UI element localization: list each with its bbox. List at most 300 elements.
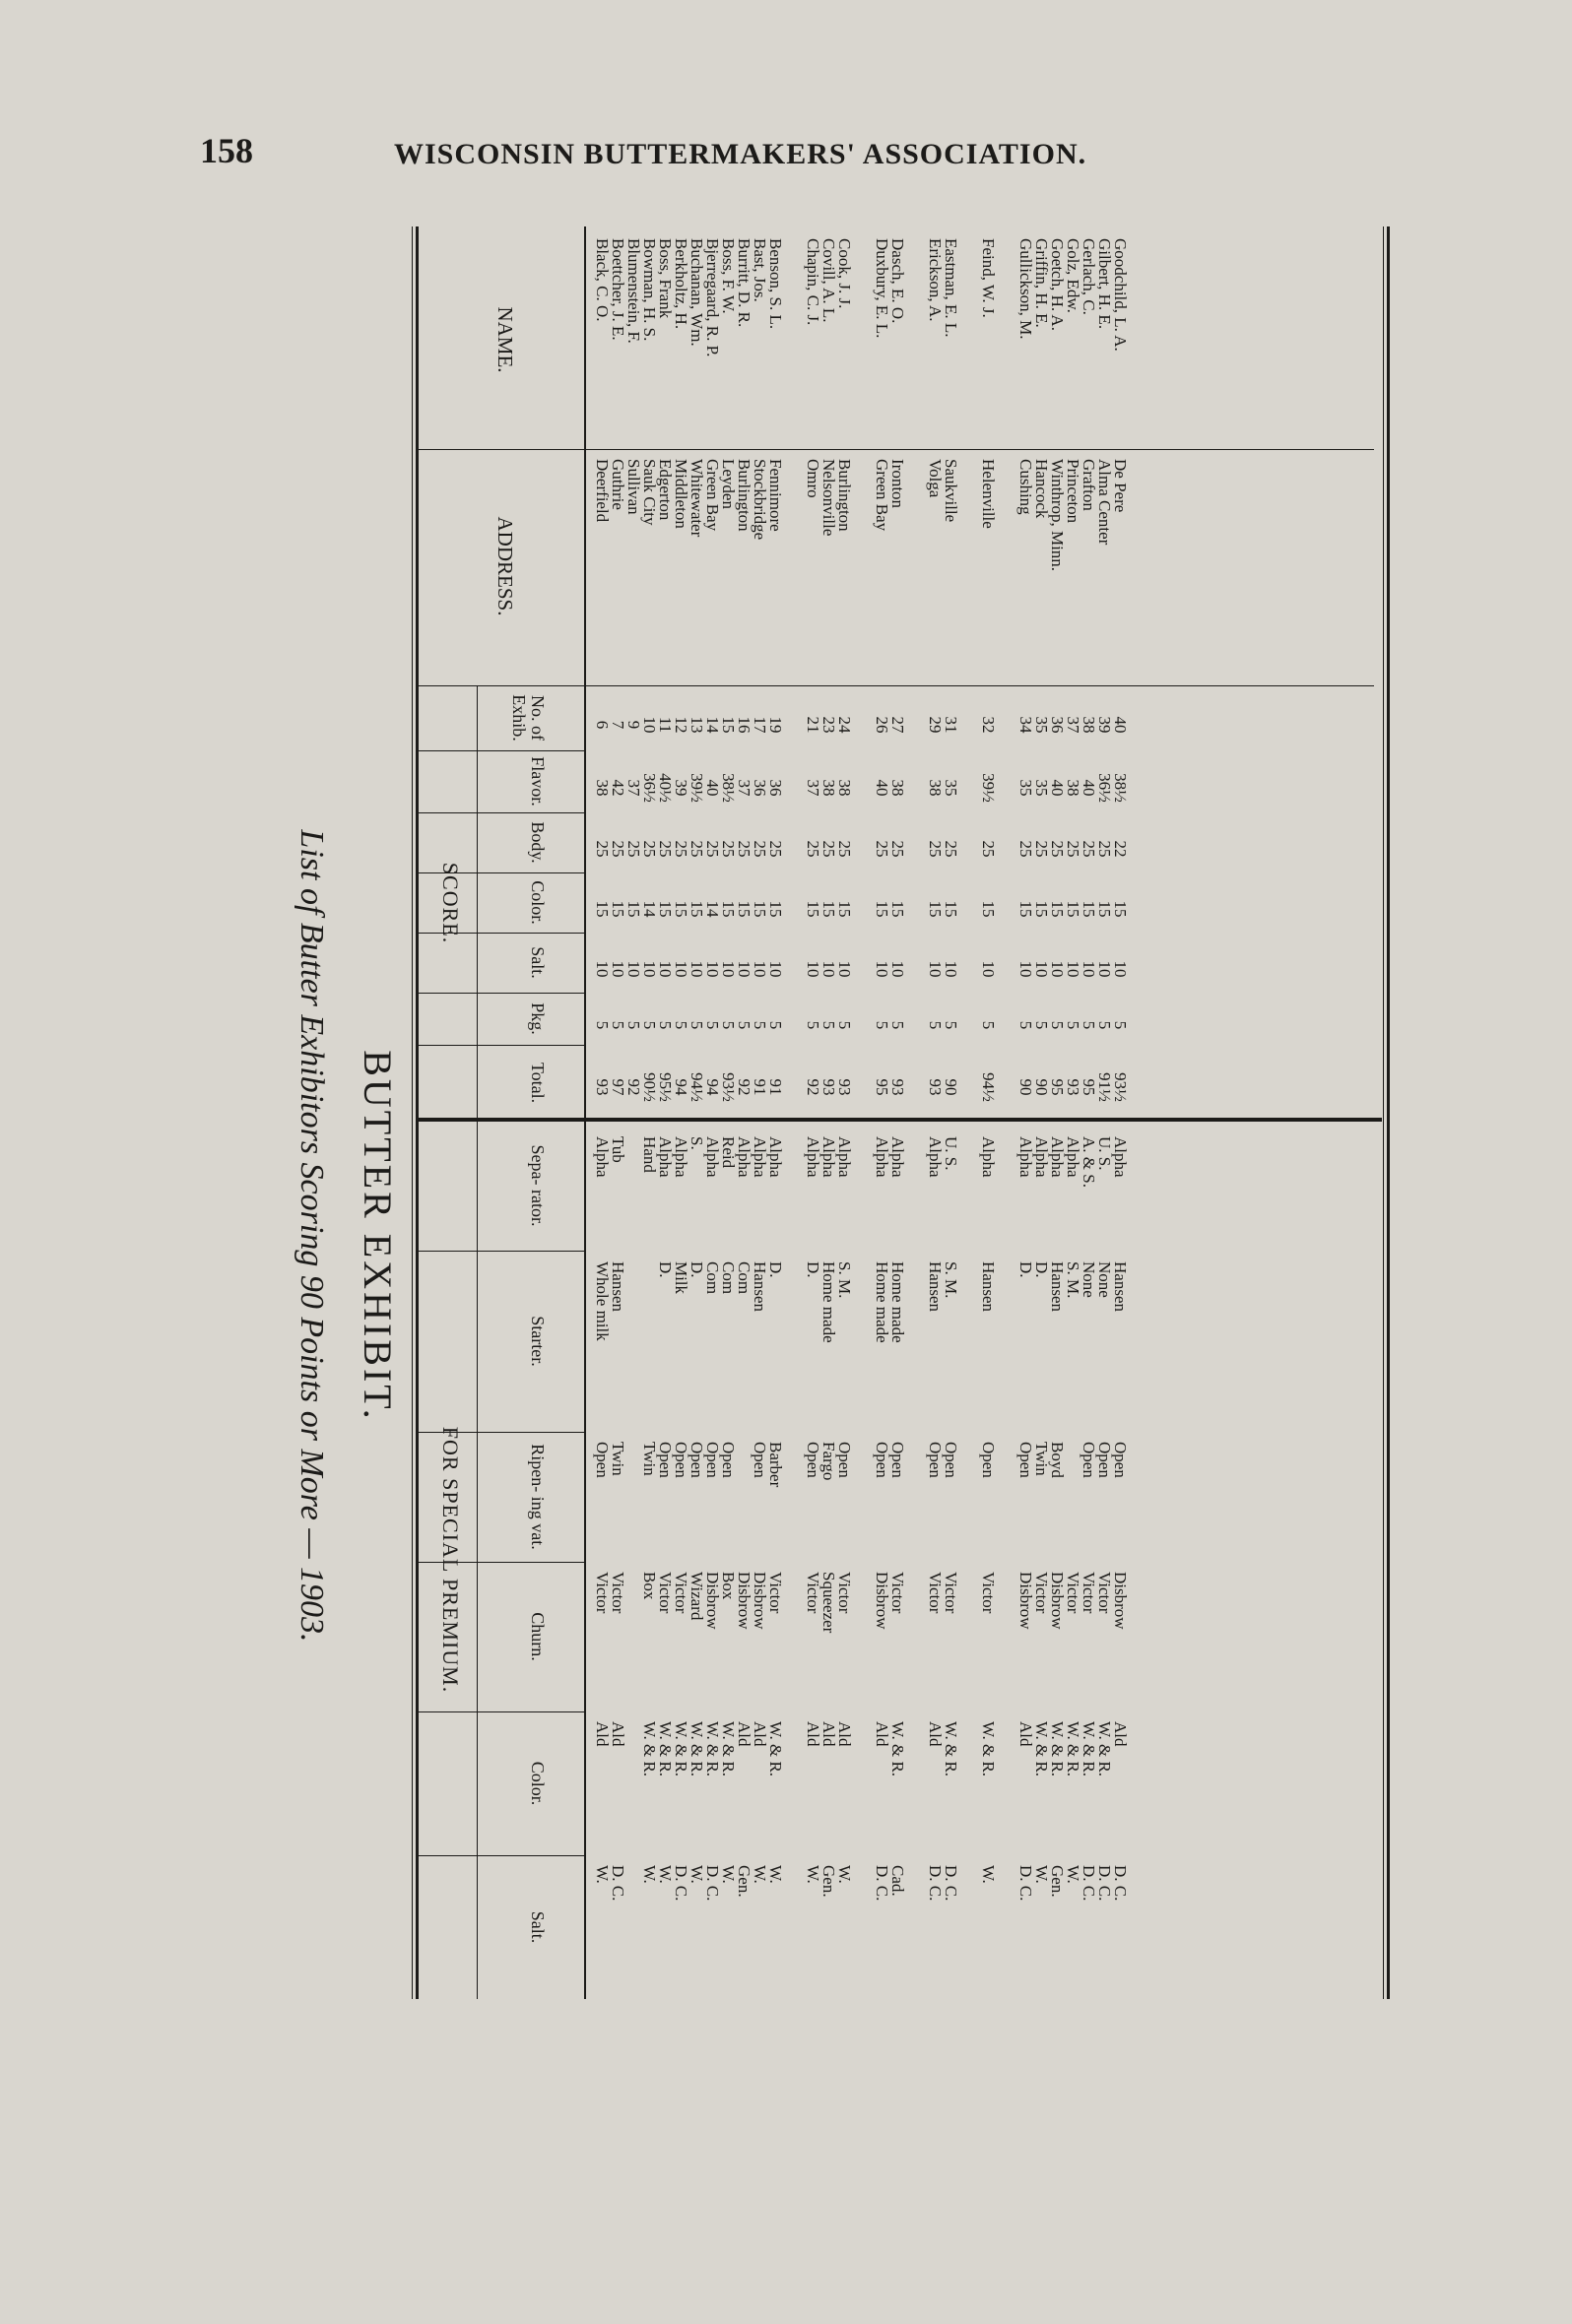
table-row [1081,232,1096,1995]
special-color-cell: W. & R. [942,1721,960,1777]
total-score-cell: 93½ [1111,1072,1130,1102]
salt-score-cell: 10 [640,960,659,978]
table-row [720,232,736,1995]
separator-cell: Alpha [751,1136,769,1178]
table-row [805,232,820,1995]
name-cell: Golz, Edw. [1064,238,1082,313]
total-score-cell: 90 [1016,1078,1035,1096]
no-column-header: No. of Exhib. [509,694,548,742]
special-salt-cell: W. [688,1865,706,1884]
color-score-cell: 15 [751,900,769,918]
color-score-cell: 15 [1080,900,1098,918]
table-row [704,232,720,1995]
salt-score-cell: 10 [751,960,769,978]
name-cell: Benson, S. L. [766,238,785,330]
flavor-score-cell: 40 [703,779,722,797]
salt-score-cell: 10 [942,960,960,978]
special-salt-cell: D. C. [873,1865,891,1902]
exhibit-number-cell: 15 [719,716,738,734]
special-color-cell: W. & R. [888,1721,907,1777]
ripening-vat-cell: Open [751,1442,769,1478]
table-row [673,232,688,1995]
body-score-cell: 25 [640,840,659,858]
pkg-score-cell: 5 [640,1020,659,1030]
pkg-column-header: Pkg. [528,1002,548,1035]
flavor-score-cell: 38 [835,779,854,797]
body-score-cell: 22 [1111,840,1130,858]
starter-cell: Home made [819,1261,838,1343]
exhibit-number-cell: 6 [593,720,612,730]
special-color-cell: Ald [751,1721,769,1747]
address-cell: Fennimore [766,459,785,532]
special-salt-cell: W. [656,1865,675,1884]
flavor-score-cell: 36 [766,779,785,797]
churn-cell: Victor [1064,1572,1082,1614]
special-color-cell: Ald [926,1721,945,1747]
total-score-cell: 92 [804,1078,822,1096]
ripening-vat-cell: Open [888,1442,907,1478]
special-salt-cell: W. [766,1865,785,1884]
table-row [1065,232,1081,1995]
special-salt-cell: Gen. [1048,1865,1067,1898]
total-score-cell: 94½ [979,1072,998,1102]
special-salt-cell: W. [593,1865,612,1884]
body-score-cell: 25 [609,840,627,858]
ripening-vat-cell: Fargo [819,1442,838,1481]
address-cell: Saukville [942,459,960,523]
color-score-cell: 15 [656,900,675,918]
starter-cell: Hansen [979,1261,998,1312]
name-cell: Berkholtz, H. [672,238,690,330]
address-cell: Deerfield [593,459,612,523]
color-score-cell: 15 [873,900,891,918]
churn-cell: Squeezer [819,1572,838,1634]
color-score-cell: 15 [1064,900,1082,918]
address-cell: Burlington [835,459,854,532]
total-score-cell: 91½ [1095,1072,1114,1102]
color-score-cell: 15 [624,900,643,918]
salt-score-cell: 10 [1048,960,1067,978]
churn-cell: Victor [835,1572,854,1614]
flavor-score-cell: 42 [609,779,627,797]
body-score-cell: 25 [719,840,738,858]
table-row [767,232,783,1995]
name-cell: Cook, J. J. [835,238,854,309]
color-score-cell: 14 [703,900,722,918]
table-row [688,232,704,1995]
special-color-cell: W. & R. [688,1721,706,1777]
separator-cell: Alpha [888,1136,907,1178]
address-cell: Burlington [735,459,753,532]
separator-cell: Reid [719,1136,738,1169]
color-score-cell: 15 [1016,900,1035,918]
score-section-rule [477,685,478,1121]
body-score-cell: 25 [873,840,891,858]
exhibit-number-cell: 29 [926,716,945,734]
special-color-cell: W. & R. [1064,1721,1082,1777]
salt-score-cell: 10 [1032,960,1051,978]
exhibit-number-cell: 10 [640,716,659,734]
color-score-cell: 15 [672,900,690,918]
score-section-header: SCORE. [438,862,463,944]
pkg-score-cell: 5 [751,1020,769,1030]
total-score-cell: 94 [703,1078,722,1096]
churn-cell: Victor [804,1572,822,1614]
page-header [0,130,1572,189]
body-score-cell: 25 [1095,840,1114,858]
address-cell: Edgerton [656,459,675,521]
table-row [657,232,673,1995]
salt-score-cell: 10 [656,960,675,978]
separator-cell: A. & S. [1080,1136,1098,1188]
address-column-header: ADDRESS. [493,516,517,616]
separator-cell: Alpha [735,1136,753,1178]
body-score-cell: 25 [835,840,854,858]
table-row [594,232,610,1995]
special-salt-cell: D. C. [1111,1865,1130,1902]
pkg-score-cell: 5 [819,1020,838,1030]
salt-score-cell: 10 [766,960,785,978]
pkg-score-cell: 5 [1095,1020,1114,1030]
address-cell: Leyden [719,459,738,509]
separator-cell: Alpha [926,1136,945,1178]
special-salt-cell: D. C. [942,1865,960,1902]
flavor-score-cell: 38 [819,779,838,797]
address-cell: Green Bay [703,459,722,532]
exhibit-number-cell: 38 [1080,716,1098,734]
table-row [836,232,852,1995]
color-score-cell: 15 [979,900,998,918]
exhibit-number-cell: 9 [624,720,643,730]
pkg-score-cell: 5 [719,1020,738,1030]
flavor-score-cell: 40 [1080,779,1098,797]
exhibit-number-cell: 11 [656,716,675,734]
churn-cell: Disbrow [703,1572,722,1630]
flavor-score-cell: 40 [873,779,891,797]
pkg-score-cell: 5 [1032,1020,1051,1030]
pkg-score-cell: 5 [735,1020,753,1030]
color-score-cell: 15 [593,900,612,918]
ripening-vat-cell: Open [656,1442,675,1478]
churn-cell: Victor [1032,1572,1051,1614]
address-cell: Hancock [1032,459,1051,519]
separator-cell: Alpha [1111,1136,1130,1178]
exhibit-subtitle: List of Butter Exhibitors Scoring 90 Points or More — 1903. [294,829,330,1643]
name-cell: Boettcher, J. E. [609,238,627,341]
color-score-cell: 15 [1111,900,1130,918]
body-score-cell: 25 [819,840,838,858]
special-color-cell: W. & R. [672,1721,690,1777]
special-salt-cell: W. [804,1865,822,1884]
table-row [1017,232,1033,1995]
total-score-cell: 93 [593,1078,612,1096]
salt-score-cell: 10 [609,960,627,978]
separator-cell: U. S. [942,1136,960,1171]
special-color-cell: W. & R. [703,1721,722,1777]
table-row [927,232,943,1995]
name-cell: Buchanan, Wm. [688,238,706,347]
starter-cell: S. M. [1064,1261,1082,1299]
ripening-vat-cell: Twin [640,1442,659,1476]
starter-cell: Home made [873,1261,891,1343]
total-score-cell: 90 [1032,1078,1051,1096]
exhibit-number-cell: 13 [688,716,706,734]
pkg-score-cell: 5 [873,1020,891,1030]
name-cell: Bjerregaard, R. P. [703,238,722,357]
body-score-cell: 25 [624,840,643,858]
address-cell: Volga [926,459,945,498]
special-salt-cell: Gen. [735,1865,753,1898]
address-cell: Sauk City [640,459,659,526]
name-cell: Dasch, E. O. [888,238,907,324]
special-salt-column-header: Salt. [528,1910,548,1944]
address-cell: Ironton [888,459,907,509]
body-column-header: Body. [528,821,548,864]
body-score-cell: 25 [979,840,998,858]
color-score-cell: 15 [942,900,960,918]
ripening-vat-cell: Open [979,1442,998,1478]
ripening-vat-cell: Barber [766,1442,785,1488]
ripening-vat-cell: Open [942,1442,960,1478]
body-score-cell: 25 [942,840,960,858]
ripening-vat-cell: Open [873,1442,891,1478]
churn-cell: Disbrow [1048,1572,1067,1630]
total-score-cell: 95 [873,1078,891,1096]
total-score-cell: 93 [926,1078,945,1096]
ripening-vat-cell: Twin [609,1442,627,1476]
table-row [1033,232,1049,1995]
body-score-cell: 25 [804,840,822,858]
special-color-cell: Ald [593,1721,612,1747]
pkg-score-cell: 5 [1064,1020,1082,1030]
flavor-score-cell: 39 [672,779,690,797]
total-score-cell: 91 [751,1078,769,1096]
churn-cell: Victor [942,1572,960,1614]
table-row [610,232,625,1995]
special-color-cell: W. & R. [640,1721,659,1777]
exhibit-number-cell: 26 [873,716,891,734]
body-score-cell: 25 [703,840,722,858]
churn-cell: Victor [1095,1572,1114,1614]
exhibit-number-cell: 24 [835,716,854,734]
salt-score-cell: 10 [1111,960,1130,978]
name-cell: Chapin, C. J. [804,238,822,326]
header-top-rule [416,226,419,1999]
flavor-score-cell: 37 [624,779,643,797]
starter-cell: Com [735,1261,753,1295]
ripening-vat-cell: Open [688,1442,706,1478]
starter-cell: D. [1032,1261,1051,1278]
color-score-cell: 15 [926,900,945,918]
starter-cell: D. [766,1261,785,1278]
table-row [625,232,641,1995]
table-top-rule [1387,226,1390,1999]
exhibit-number-cell: 37 [1064,716,1082,734]
starter-column-header: Starter. [528,1316,548,1367]
churn-cell: Disbrow [1016,1572,1035,1630]
starter-cell: S. M. [942,1261,960,1299]
salt-score-cell: 10 [1095,960,1114,978]
color-score-cell: 15 [609,900,627,918]
salt-score-cell: 10 [593,960,612,978]
color-score-cell: 15 [1048,900,1067,918]
pkg-score-cell: 5 [1080,1020,1098,1030]
salt-score-cell: 10 [979,960,998,978]
special-color-cell: Ald [819,1721,838,1747]
exhibit-number-cell: 7 [609,720,627,730]
address-cell: Whitewater [688,459,706,538]
flavor-score-cell: 36½ [640,773,659,803]
pkg-score-cell: 5 [688,1020,706,1030]
special-salt-cell: W. [1064,1865,1082,1884]
exhibit-number-cell: 40 [1111,716,1130,734]
table-row [1049,232,1065,1995]
pkg-score-cell: 5 [926,1020,945,1030]
special-color-column-header: Color. [528,1761,548,1806]
body-score-cell: 25 [751,840,769,858]
special-color-cell: W. & R. [1048,1721,1067,1777]
separator-cell: Alpha [766,1136,785,1178]
starter-cell: D. [688,1261,706,1278]
special-color-cell: W. & R. [1095,1721,1114,1777]
separator-cell: Hand [640,1136,659,1173]
starter-cell: Milk [672,1261,690,1295]
flavor-score-cell: 38 [1064,779,1082,797]
churn-cell: Victor [888,1572,907,1614]
total-score-cell: 90 [942,1078,960,1096]
churn-cell: Wizard [688,1572,706,1621]
separator-cell: Alpha [819,1136,838,1178]
address-cell: Princeton [1064,459,1082,524]
churn-cell: Victor [609,1572,627,1614]
churn-cell: Victor [766,1572,785,1614]
salt-column-header: Salt. [528,946,548,979]
table-row [820,232,836,1995]
body-score-cell: 25 [1016,840,1035,858]
ripening-vat-cell: Open [1080,1442,1098,1478]
body-score-cell: 25 [1048,840,1067,858]
salt-score-cell: 10 [735,960,753,978]
special-color-cell: W. & R. [656,1721,675,1777]
special-color-cell: Ald [835,1721,854,1747]
exhibit-number-cell: 39 [1095,716,1114,734]
page-number: 158 [200,131,253,170]
starter-cell: D. [1016,1261,1035,1278]
special-salt-cell: D. C. [609,1865,627,1902]
color-score-cell: 15 [1032,900,1051,918]
total-score-cell: 95 [1080,1078,1098,1096]
special-salt-cell: D. C. [672,1865,690,1902]
ripening-vat-cell: Open [804,1442,822,1478]
separator-cell: Alpha [979,1136,998,1178]
running-head: WISCONSIN BUTTERMAKERS' ASSOCIATION. [394,138,1087,170]
starter-cell: None [1095,1261,1114,1298]
pkg-score-cell: 5 [656,1020,675,1030]
separator-cell: U. S. [1095,1136,1114,1171]
name-cell: Blumenstein, F. [624,238,643,344]
address-cell: Guthrie [609,459,627,510]
pkg-score-cell: 5 [624,1020,643,1030]
flavor-score-cell: 37 [735,779,753,797]
exhibit-number-cell: 16 [735,716,753,734]
name-cell: Eastman, E. L. [942,238,960,338]
pkg-score-cell: 5 [593,1020,612,1030]
address-cell: Omro [804,459,822,498]
body-score-cell: 25 [1064,840,1082,858]
header-top-rule-2 [412,226,413,1999]
pkg-score-cell: 5 [1048,1020,1067,1030]
salt-score-cell: 10 [835,960,854,978]
churn-cell: Box [640,1572,659,1600]
starter-cell: D. [656,1261,675,1278]
ripening-vat-cell: Open [1095,1442,1114,1478]
total-score-cell: 92 [735,1078,753,1096]
ripening-vat-cell: Twin [1032,1442,1051,1476]
exhibit-title: BUTTER EXHIBIT. [356,1050,400,1422]
name-cell: Gilbert, H. E. [1095,238,1114,330]
pkg-score-cell: 5 [672,1020,690,1030]
special-salt-cell: Cad. [888,1865,907,1897]
starter-cell: Whole milk [593,1261,612,1341]
table-row [1096,232,1112,1995]
special-color-cell: W. & R. [979,1721,998,1777]
total-column-header: Total. [528,1062,548,1104]
color-score-cell: 15 [835,900,854,918]
flavor-score-cell: 36½ [1095,773,1114,803]
special-salt-cell: W. [719,1865,738,1884]
table-row [874,232,889,1995]
table-row [1112,232,1128,1995]
ripening-vat-cell: Open [703,1442,722,1478]
body-score-cell: 25 [766,840,785,858]
address-cell: Sullivan [624,459,643,515]
flavor-score-cell: 38½ [1111,773,1130,803]
total-score-cell: 94 [672,1078,690,1096]
separator-cell: Alpha [1016,1136,1035,1178]
name-column-header: NAME. [493,306,517,373]
color-score-cell: 14 [640,900,659,918]
name-cell: Griffin, H. E. [1032,238,1051,328]
special-color-cell: W. & R. [766,1721,785,1777]
name-cell: Gullickson, M. [1016,238,1035,340]
special-salt-cell: W. [640,1865,659,1884]
table-row [641,232,657,1995]
address-cell: Helenville [979,459,998,529]
total-score-cell: 95½ [656,1072,675,1102]
name-cell: Boss, Frank [656,238,675,319]
total-score-cell: 97 [609,1078,627,1096]
color-score-cell: 15 [766,900,785,918]
color-score-cell: 15 [688,900,706,918]
flavor-score-cell: 37 [804,779,822,797]
ripening-vat-cell: Open [1016,1442,1035,1478]
rotated-table-area [163,226,1394,2245]
salt-score-cell: 10 [1064,960,1082,978]
churn-cell: Victor [593,1572,612,1614]
separator-cell: Alpha [703,1136,722,1178]
body-score-cell: 25 [1032,840,1051,858]
name-cell: Bast, Jos. [751,238,769,302]
exhibit-number-cell: 27 [888,716,907,734]
flavor-score-cell: 35 [942,779,960,797]
special-premium-section-header: FOR SPECIAL PREMIUM. [438,1426,463,1694]
pkg-score-cell: 5 [888,1020,907,1030]
separator-cell: Alpha [656,1136,675,1178]
exhibit-number-cell: 34 [1016,716,1035,734]
name-cell: Feind, W. J. [979,238,998,318]
salt-score-cell: 10 [703,960,722,978]
pkg-score-cell: 5 [766,1020,785,1030]
